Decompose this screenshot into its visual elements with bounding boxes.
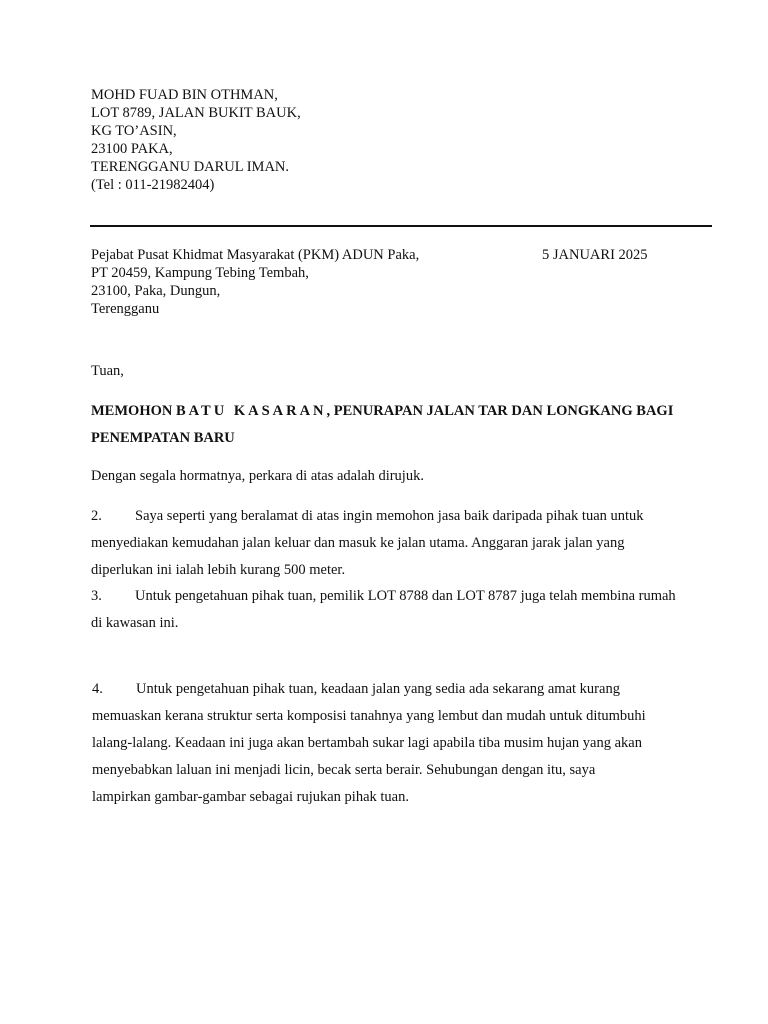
- paragraph-line: menyebabkan laluan ini menjadi licin, becak serta berair. Sehubungan dengan itu, saya: [92, 762, 596, 778]
- sender-address-block: [91, 86, 301, 194]
- paragraph-number: 3.: [91, 588, 102, 604]
- paragraph-line: di kawasan ini.: [91, 615, 179, 631]
- paragraph-text: Saya seperti yang beralamat di atas ingin memohon jasa baik daripada pihak tuan untuk: [135, 508, 644, 524]
- subject-line-1: [91, 398, 706, 425]
- paragraph-text: Untuk pengetahuan pihak tuan, pemilik LOT 8788 dan LOT 8787 juga telah membina rumah: [135, 588, 676, 604]
- sender-address-line: 23100 PAKA,: [91, 141, 173, 157]
- paragraph-2: [91, 503, 711, 584]
- recipient-line: Terengganu: [91, 301, 160, 317]
- paragraph-number: 4.: [92, 681, 103, 697]
- paragraph-number: 2.: [91, 508, 102, 524]
- paragraph-line: [92, 676, 712, 703]
- recipient-address-block: [91, 246, 419, 318]
- paragraph-line: lalang-lalang. Keadaan ini juga akan bertambah sukar lagi apabila tiba musim hujan yang akan: [92, 735, 642, 751]
- paragraph-3: [91, 583, 711, 637]
- paragraph-line: lampirkan gambar-gambar sebagai rujukan pihak tuan.: [92, 789, 409, 805]
- sender-address-line: TERENGGANU DARUL IMAN.: [91, 159, 290, 175]
- subject-heading: [91, 398, 706, 452]
- subject-text: , PENURAPAN JALAN TAR DAN LONGKANG BAGI: [326, 403, 674, 419]
- subject-line-2: PENEMPATAN BARU: [91, 430, 235, 446]
- sender-address-line: KG TO’ASIN,: [91, 123, 177, 139]
- paragraph-line: [91, 583, 711, 610]
- opening-sentence: Dengan segala hormatnya, perkara di atas adalah dirujuk.: [91, 468, 424, 484]
- paragraph-text: Untuk pengetahuan pihak tuan, keadaan jalan yang sedia ada sekarang amat kurang: [136, 681, 620, 697]
- sender-name: MOHD FUAD BIN OTHMAN,: [91, 87, 278, 103]
- header-divider: [90, 225, 712, 227]
- paragraph-line: menyediakan kemudahan jalan keluar dan masuk ke jalan utama. Anggaran jarak jalan yang: [91, 535, 625, 551]
- paragraph-line: [91, 503, 711, 530]
- salutation: Tuan,: [91, 363, 124, 379]
- sender-address-line: LOT 8789, JALAN BUKIT BAUK,: [91, 105, 301, 121]
- recipient-line: PT 20459, Kampung Tebing Tembah,: [91, 265, 309, 281]
- paragraph-line: memuaskan kerana struktur serta komposisi tanahnya yang lembut dan mudah untuk ditumbuhi: [92, 708, 646, 724]
- recipient-line: 23100, Paka, Dungun,: [91, 283, 221, 299]
- subject-spaced-text: BATU KASARAN: [175, 403, 327, 419]
- subject-text: MEMOHON: [91, 403, 176, 419]
- recipient-line: Pejabat Pusat Khidmat Masyarakat (PKM) ADUN Paka,: [91, 247, 420, 263]
- paragraph-line: diperlukan ini ialah lebih kurang 500 meter.: [91, 562, 346, 578]
- letter-date: 5 JANUARI 2025: [542, 247, 648, 263]
- sender-phone: (Tel : 011-21982404): [91, 177, 215, 193]
- paragraph-4: [92, 676, 712, 811]
